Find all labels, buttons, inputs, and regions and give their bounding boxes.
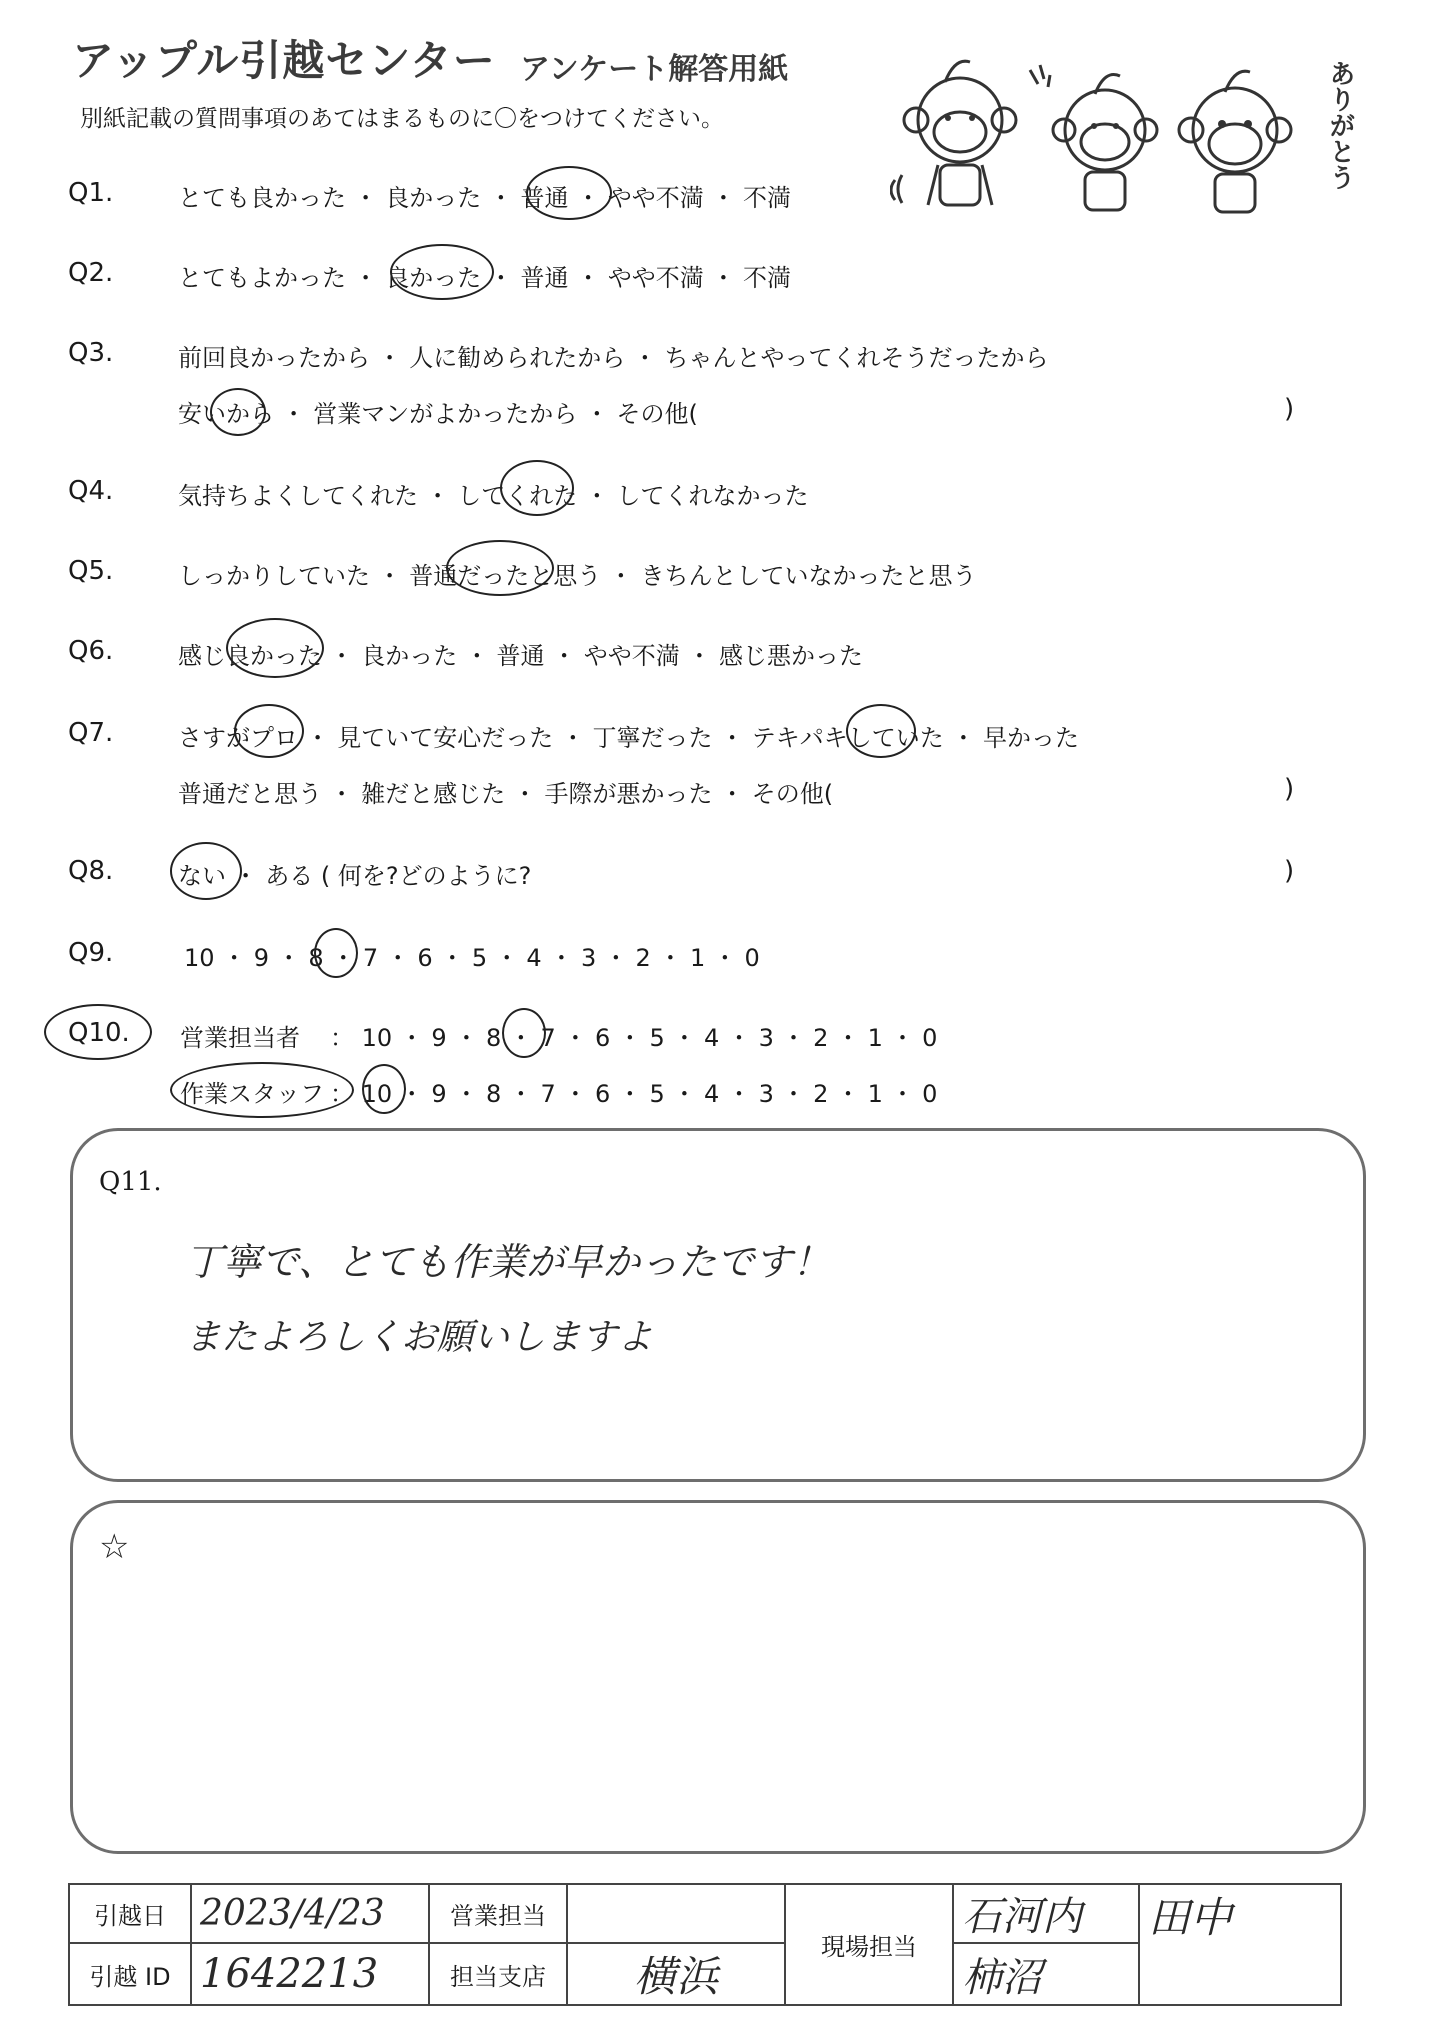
branch-label: 担当支店 xyxy=(429,1943,567,2005)
move-date-value[interactable]: 2023/4/23 xyxy=(191,1884,429,1943)
mascot-thanks-text: ありがとう xyxy=(1325,60,1355,190)
q10-label-circle xyxy=(44,1004,152,1060)
form-title: アップル引越センター xyxy=(72,36,496,85)
q11-comment-box[interactable] xyxy=(70,1128,1366,1482)
q10-label: Q10. xyxy=(68,1018,130,1048)
site-rep-value-1[interactable]: 石河内 xyxy=(953,1884,1139,1943)
q10-staff-scale[interactable]: ： 10 ・ 9 ・ 8 ・ 7 ・ 6 ・ 5 ・ 4 ・ 3 ・ 2 ・ 1 ・ 0 xyxy=(330,1080,938,1108)
q7-selection-circle-pro xyxy=(234,704,304,758)
q4-options[interactable]: 気持ちよくしてくれた ・ してくれた ・ してくれなかった xyxy=(178,482,809,510)
q8-selection-circle xyxy=(170,842,242,900)
q8-options[interactable]: ない ・ ある ( 何を?どのように? xyxy=(178,862,532,890)
q6-label: Q6. xyxy=(68,636,114,666)
q5-label: Q5. xyxy=(68,556,114,586)
q10-staff-selection-circle xyxy=(362,1064,406,1114)
q3-label: Q3. xyxy=(68,338,114,368)
q9-selection-circle xyxy=(314,928,358,978)
q11-comment-line2: またよろしくお願いしますよ xyxy=(185,1317,654,1358)
form-subtitle: アンケート解答用紙 xyxy=(520,52,789,87)
q1-options[interactable]: とても良かった ・ 良かった ・ 普通 ・ やや不満 ・ 不満 xyxy=(178,184,792,212)
q4-label: Q4. xyxy=(68,476,114,506)
q7-options-line1[interactable]: さすがプロ ・ 見ていて安心だった ・ 丁寧だった ・ テキパキしていた ・ 早かった xyxy=(178,724,1080,752)
q3-options-line1[interactable]: 前回良かったから ・ 人に勧められたから ・ ちゃんとやってくれそうだったから xyxy=(178,344,1049,372)
star-icon: ☆ xyxy=(99,1527,130,1567)
move-id-value[interactable]: 1642213 xyxy=(191,1943,429,2005)
site-rep-value-2[interactable]: 田中 xyxy=(1139,1884,1341,2005)
q9-label: Q9. xyxy=(68,938,114,968)
footer-info-table xyxy=(68,1883,1342,2006)
sales-rep-value[interactable] xyxy=(567,1884,785,1943)
q8-label: Q8. xyxy=(68,856,114,886)
move-date-label: 引越日 xyxy=(69,1884,191,1943)
q3-selection-circle xyxy=(210,388,266,436)
site-rep-label: 現場担当 xyxy=(785,1884,953,2005)
q6-options[interactable]: 感じ良かった ・ 良かった ・ 普通 ・ やや不満 ・ 感じ悪かった xyxy=(178,642,864,670)
q4-selection-circle xyxy=(500,460,574,516)
q10-sales-label: 営業担当者 xyxy=(180,1024,300,1052)
q11-comment-line1: 丁寧で、とても作業が早かったです！ xyxy=(185,1240,831,1284)
q10-sales-selection-circle xyxy=(502,1008,546,1058)
q10-sales-scale[interactable]: ： 10 ・ 9 ・ 8 ・ 7 ・ 6 ・ 5 ・ 4 ・ 3 ・ 2 ・ 1 ・ 0 xyxy=(330,1024,938,1052)
q7-close-paren: ) xyxy=(1284,774,1295,804)
q8-close-paren: ) xyxy=(1284,856,1295,886)
q10-staff-label: 作業スタッフ xyxy=(180,1080,324,1108)
q2-label: Q2. xyxy=(68,258,114,288)
site-rep-value-3[interactable]: 柿沼 xyxy=(953,1943,1139,2005)
q6-selection-circle xyxy=(226,618,324,678)
q2-options[interactable]: とてもよかった ・ 良かった ・ 普通 ・ やや不満 ・ 不満 xyxy=(178,264,792,292)
branch-value[interactable]: 横浜 xyxy=(567,1943,785,2005)
q5-selection-circle xyxy=(446,540,554,596)
q7-label: Q7. xyxy=(68,718,114,748)
instruction-text: 別紙記載の質問事項のあてはまるものに〇をつけてください。 xyxy=(80,106,724,132)
move-id-label: 引越 ID xyxy=(69,1943,191,2005)
q1-label: Q1. xyxy=(68,178,114,208)
q9-scale[interactable]: 10 ・ 9 ・ 8 ・ 7 ・ 6 ・ 5 ・ 4 ・ 3 ・ 2 ・ 1 ・ 0 xyxy=(184,944,760,972)
q3-close-paren: ) xyxy=(1284,394,1295,424)
q7-selection-circle-tekipaki xyxy=(846,704,916,758)
q11-label: Q11. xyxy=(99,1167,162,1197)
sales-rep-label: 営業担当 xyxy=(429,1884,567,1943)
q7-options-line2[interactable]: 普通だと思う ・ 雑だと感じた ・ 手際が悪かった ・ その他( xyxy=(178,780,834,808)
q5-options[interactable]: しっかりしていた ・ 普通だったと思う ・ きちんとしていなかったと思う xyxy=(178,562,977,590)
q3-options-line2[interactable]: 安いから ・ 営業マンがよかったから ・ その他( xyxy=(178,400,698,428)
q2-selection-circle xyxy=(390,244,494,300)
free-comment-box[interactable] xyxy=(70,1500,1366,1854)
monkey-mascots-illustration xyxy=(890,40,1350,220)
q10-staff-label-circle xyxy=(170,1062,354,1118)
q1-selection-circle xyxy=(526,166,612,220)
